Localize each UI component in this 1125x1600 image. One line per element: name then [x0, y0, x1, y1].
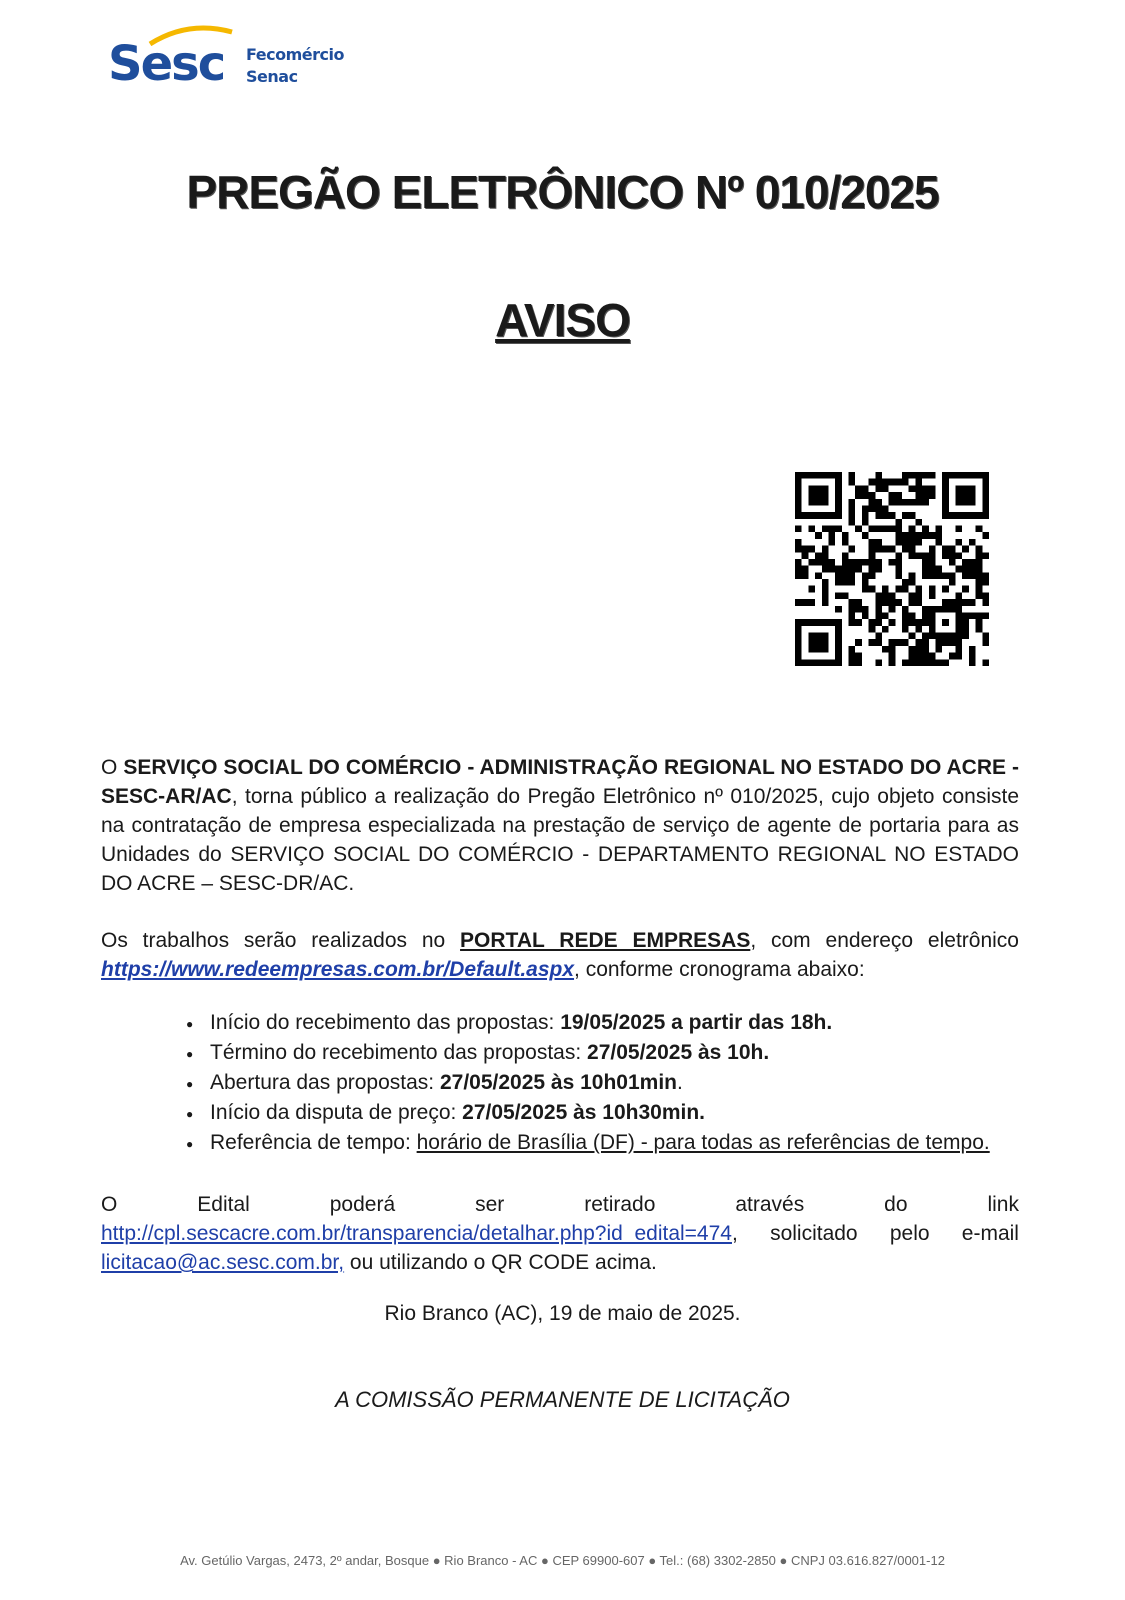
edital-text-end: ou utilizando o QR CODE acima.: [344, 1251, 657, 1274]
portal-text-mid: , com endereço eletrônico: [750, 929, 1019, 952]
list-item: [210, 1008, 1010, 1038]
edital-word: e-mail: [961, 1222, 1019, 1245]
schedule-value: horário de Brasília (DF) - para todas as referências de tempo.: [416, 1131, 990, 1154]
edital-separator: ,: [731, 1222, 738, 1245]
edital-word: através: [735, 1193, 805, 1216]
edital-word: O: [101, 1193, 118, 1216]
edital-word: retirado: [584, 1193, 656, 1216]
schedule-label: Início do recebimento das propostas:: [210, 1011, 561, 1034]
edital-word: solicitado: [770, 1222, 858, 1245]
signature-commission: A COMISSÃO PERMANENTE DE LICITAÇÃO: [335, 1387, 790, 1412]
paragraph-edital: [101, 1190, 1019, 1277]
page-title: PREGÃO ELETRÔNICO Nº 010/2025: [186, 166, 939, 218]
edital-word: pelo: [889, 1222, 930, 1245]
edital-row-1: [101, 1190, 1019, 1219]
qr-code-icon[interactable]: [795, 472, 989, 666]
logo-partners: [246, 44, 344, 88]
portal-link[interactable]: https://www.redeempresas.com.br/Default.aspx: [101, 958, 575, 981]
schedule-label: Término do recebimento das propostas:: [210, 1041, 588, 1064]
edital-word: poderá: [329, 1193, 396, 1216]
edital-row-2: [101, 1219, 1019, 1248]
edital-word: do: [884, 1193, 908, 1216]
logo-fecomercio: Fecomércio: [246, 45, 344, 64]
document-date: Rio Branco (AC), 19 de maio de 2025.: [384, 1302, 741, 1325]
logo-senac: Senac: [246, 67, 298, 86]
footer-address: Av. Getúlio Vargas, 2473, 2º andar, Bosque ● Rio Branco - AC ● CEP 69900-607 ● Tel.: (68) 3302-2850 ● CNPJ 03.616.827/0001-12: [180, 1553, 945, 1568]
portal-text-end: , conforme cronograma abaixo:: [574, 958, 865, 981]
list-item: [210, 1128, 1010, 1158]
institution-name: SERVIÇO SOCIAL DO COMÉRCIO - ADMINISTRAÇÃO REGIONAL NO ESTADO DO ACRE - SESC-AR/AC: [101, 756, 1019, 808]
edital-word: link: [987, 1193, 1019, 1216]
list-item: [210, 1038, 1010, 1068]
email-link[interactable]: licitacao@ac.sesc.com.br,: [101, 1251, 345, 1274]
sesc-logo: [108, 22, 358, 92]
portal-name: PORTAL REDE EMPRESAS: [460, 929, 751, 952]
schedule-label: Início da disputa de preço:: [210, 1101, 463, 1124]
schedule-label: Abertura das propostas:: [210, 1071, 440, 1094]
schedule-value: 27/05/2025 às 10h.: [587, 1041, 770, 1064]
schedule-list: [210, 1008, 1010, 1158]
schedule-suffix: .: [676, 1071, 683, 1094]
intro-text-body: , torna público a realização do Pregão Eletrônico nº 010/2025, cujo objeto consiste na contratação de empresa especializada na prestação de serviço de agente de portaria para as Unidades do SERVIÇO SOCIAL DO COMÉRCIO - DEPARTAMENTO REGIONAL NO ESTADO DO ACRE – SESC-DR/AC.: [101, 785, 1019, 895]
page-subtitle: AVISO: [495, 294, 630, 346]
schedule-value: 27/05/2025 às 10h01min: [439, 1071, 677, 1094]
intro-text-start: O: [101, 756, 124, 779]
list-item: [210, 1098, 1010, 1128]
edital-word: ser: [475, 1193, 505, 1216]
logo-brand: Sesc: [108, 36, 225, 92]
list-item: [210, 1068, 1010, 1098]
schedule-value: 19/05/2025 a partir das 18h.: [560, 1011, 833, 1034]
edital-word: Edital: [197, 1193, 250, 1216]
paragraph-intro: [101, 753, 1019, 898]
edital-link[interactable]: http://cpl.sescacre.com.br/transparencia/detalhar.php?id_edital=474: [101, 1222, 732, 1245]
portal-text-start: Os trabalhos serão realizados no: [101, 929, 461, 952]
edital-row-3: [101, 1248, 1019, 1277]
paragraph-portal: [101, 926, 1019, 984]
schedule-value: 27/05/2025 às 10h30min.: [462, 1101, 706, 1124]
schedule-label: Referência de tempo:: [210, 1131, 417, 1154]
